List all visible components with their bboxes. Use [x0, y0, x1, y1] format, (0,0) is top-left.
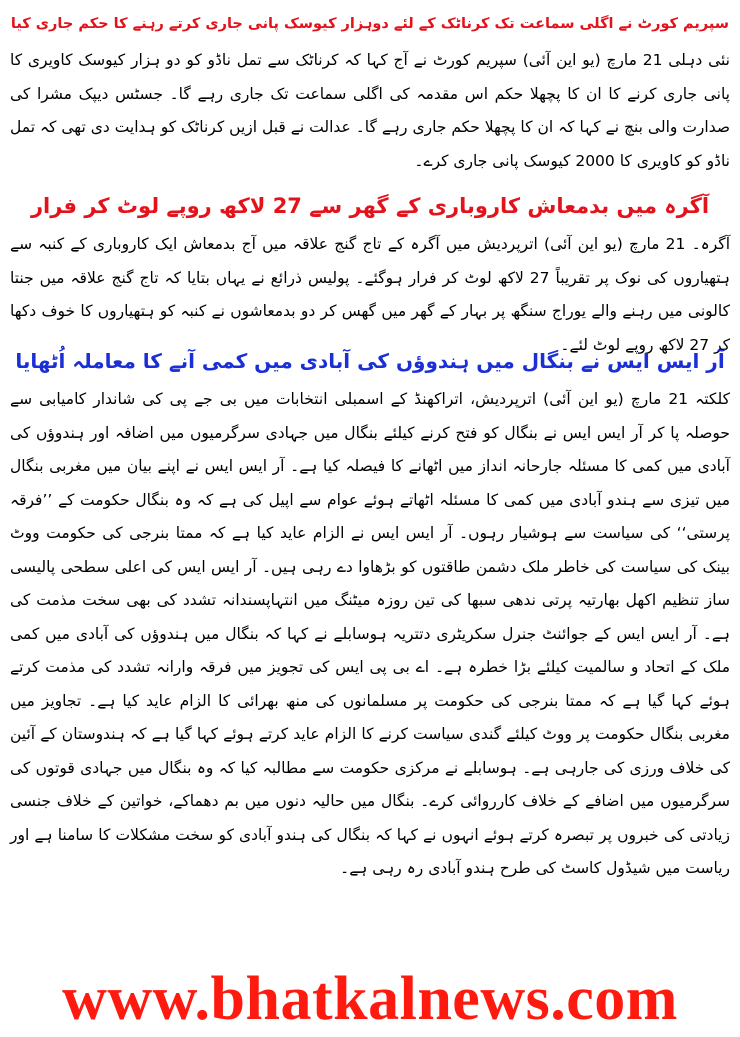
headline-rss-bengal: آر ایس ایس نے بنگال میں ہندوؤں کی آبادی میں کمی آنے کا معاملہ اُٹھایا: [15, 349, 725, 373]
article-body-rss-bengal: کلکتہ 21 مارچ (یو این آئی) اترپردیش، اتراکھنڈ کے اسمبلی انتخابات میں بی جے پی کی شاندار کامیابی سے حوصلہ پا کر آر ایس ایس نے بنگال کو فتح کرنے کیلئے بنگال میں جہادی سرگرمیوں میں اضافہ اور ہندوؤں کی آبادی میں کمی کا مسئلہ جارحانہ انداز میں اٹھانے کا فیصلہ کیا ہے۔ آر ایس ایس نے اپنے بیان میں مغربی بنگال میں تیزی سے ہندو آبادی میں کمی کا مسئلہ اٹھاتے ہوئے عوام سے اپیل کی ہے کہ وہ بنگال حکومت کے ’’فرقہ پرستی‘‘ کی سیاست سے ہوشیار رہوں۔ آر ایس ایس نے الزام عاید کیا ہے کہ ممتا بنرجی کی حکومت ووٹ بینک کی سیاست کی خاطر ملک دشمن طاقتوں کو بڑھاوا دے رہی ہیں۔ آر ایس ایس کی اعلی سطحی پالیسی ساز تنظیم اکھل بھارتیہ پرتی ندھی سبھا کی تین روزہ میٹنگ میں انتہاپسندانہ تشدد کی بھی سخت مذمت کی ہے۔ آر ایس ایس کے جوائنٹ جنرل سکریٹری دتتریہ ہوسابلے نے کہا کہ بنگال میں ہندوؤں کی آبادی میں کمی ملک کے اتحاد و سالمیت کیلئے بڑا خطرہ ہے۔ اے بی پی ایس کی تجویز میں فرقہ وارانہ تشدد کی مذمت کرتے ہوئے کہا گیا ہے کہ ممتا بنرجی کی حکومت پر مسلمانوں کی منھ بھرائی کا الزام عاید کیا ہے۔ تجاویز میں مغربی بنگال حکومت پر ووٹ کیلئے گندی سیاست کرنے کا الزام عاید کرتے ہوئے کہا گیا ہے کہ ہندوستان کے آئین کی خلاف ورزی کی جارہی ہے۔ ہوسابلے نے مرکزی حکومت سے مطالبہ کیا کہ وہ بنگال میں جہادی قوتوں کی سرگرمیوں میں اضافے کے خلاف کارروائی کرے۔ بنگال میں حالیہ دنوں میں بم دھماکے، خواتین کے خلاف جنسی زیادتی کی خبروں پر تبصرہ کرتے ہوئے انہوں نے کہا کہ بنگال کی ہندو آبادی کو سخت مشکلات کا سامنا ہے اور ریاست میں شیڈول کاسٹ کی طرح ہندو آبادی رہ رہی ہے۔: [10, 390, 730, 877]
website-footer-link[interactable]: www.bhatkalnews.com: [62, 965, 678, 1033]
article-rss-bengal: [8, 341, 732, 923]
article-agra-robbery: [8, 186, 732, 354]
article-supreme-court: [8, 6, 732, 178]
article-body-agra-robbery: آگرہ۔ 21 مارچ (یو این آئی) اترپردیش میں آگرہ کے تاج گنج علاقہ میں آج بدمعاش ایک کاروباری کے کنبہ سے ہتھیاروں کی نوک پر تقریباً 27 لاکھ لوٹ کر فرار ہوگئے۔ پولیس ذرائع نے یہاں بتایا کہ تاج گنج علاقہ میں جنتا کالونی میں رہنے والے یوراج سنگھ پر بہار کے گھر میں گھس کر دو بدمعاشوں نے کنبہ کو ہتھیاروں کا خوف دکھا کر 27 لاکھ روپے لوٹ لئے۔: [10, 235, 730, 354]
headline-supreme-court: سپریم کورٹ نے اگلی سماعت تک کرناٹک کے لئے دوہزار کیوسک پانی جاری کرتے رہنے کا حکم جاری کیا: [10, 16, 730, 32]
article-body-supreme-court: نئی دہلی 21 مارچ (یو این آئی) سپریم کورٹ نے آج کہا کہ کرناٹک سے تمل ناڈو کو دو ہزار کیوسک کاویری کا پانی جاری کرنے کا ان کا پچھلا حکم اس مقدمہ کی اگلی سماعت تک جاری رہے گا۔ جسٹس دیپک مشرا کی صدارت والی بنچ نے کہا کہ ان کا پچھلا حکم جاری رہے گا۔ عدالت نے قبل ازیں کرناٹک کو ہدایت دی تھی کہ تمل ناڈو کو کاویری کا 2000 کیوسک پانی جاری کرے۔: [10, 51, 730, 170]
headline-agra-robbery: آگرہ میں بدمعاش کاروباری کے گھر سے 27 لاکھ روپے لوٹ کر فرار: [30, 194, 710, 218]
